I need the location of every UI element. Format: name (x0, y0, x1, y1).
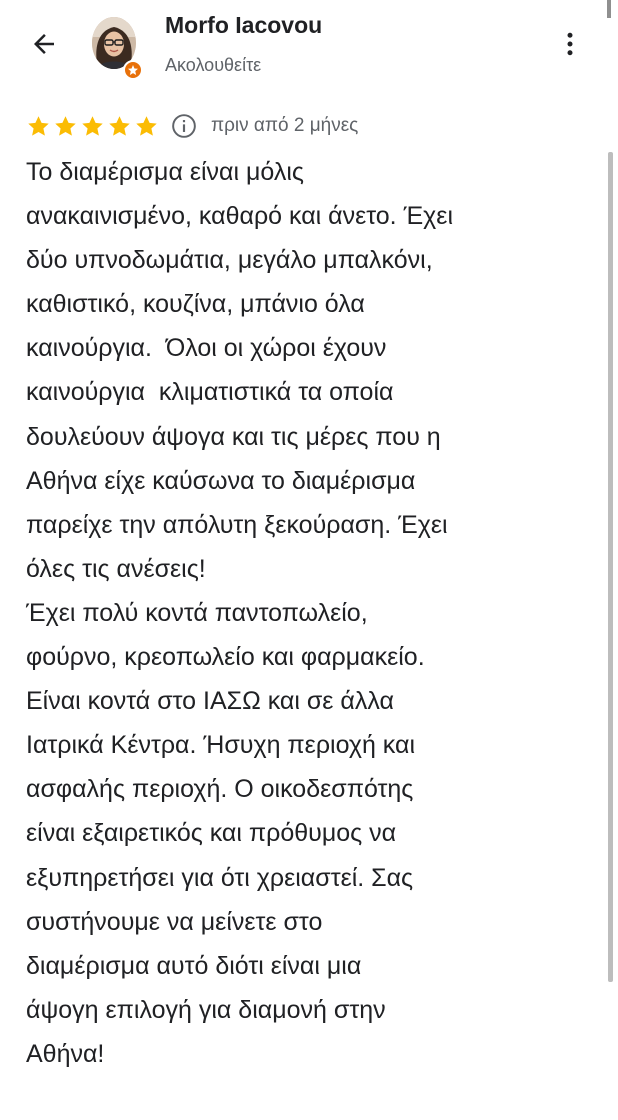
scrollbar[interactable] (608, 152, 613, 982)
star-icon (26, 114, 51, 139)
rating-row (26, 109, 358, 143)
star-rating (26, 114, 159, 139)
arrow-back-icon (29, 29, 59, 59)
local-guide-badge-icon (123, 60, 143, 80)
follow-status[interactable]: Ακολουθείτε (165, 55, 262, 75)
star-icon (80, 114, 105, 139)
more-options-button[interactable] (550, 24, 590, 64)
back-button[interactable] (22, 22, 66, 66)
more-vert-icon (555, 29, 585, 59)
info-icon[interactable] (171, 113, 197, 139)
user-avatar-group[interactable] (92, 17, 142, 75)
review-text: Το διαμέρισμα είναι μόλις ανακαινισμένο, καθαρό και άνετο. Έχει δύο υπνοδωμάτια, μεγάλο μπαλκόνι, καθιστικό, κουζίνα, μπάνιο όλα καινούργια. Όλοι οι χώροι έχουν καινούργια κλιματιστικά τα οποία δουλεύουν άψογα και τις μέρες που η Αθήνα είχε καύσωνα το διαμέρισμα παρείχε την απόλυτη ξεκούραση. Έχει όλες τις ανέσεις! Έχει πολύ κοντά παντοπωλείο, φούρνο, κρεοπωλείο και φαρμακείο. Είναι κοντά στο ΙΑΣΩ και σε άλλα Ιατρικά Κέντρα. Ήσυχη περιοχή και ασφαλής περιοχή. Ο οικοδεσπότης είναι εξαιρετικός και πρόθυμος να εξυπηρετήσει για ότι χρειαστεί. Σας συστήνουμε να μείνετε στο διαμέρισμα αυτό διότι είναι μια άψογη επιλογή για διαμονή στην Αθήνα! (26, 158, 454, 1068)
top-edge-marker (607, 0, 611, 18)
user-name[interactable]: Morfo Iacovou (165, 12, 323, 38)
star-icon (107, 114, 132, 139)
review-date: πριν από 2 μήνες (211, 115, 359, 136)
star-icon (134, 114, 159, 139)
star-icon (53, 114, 78, 139)
